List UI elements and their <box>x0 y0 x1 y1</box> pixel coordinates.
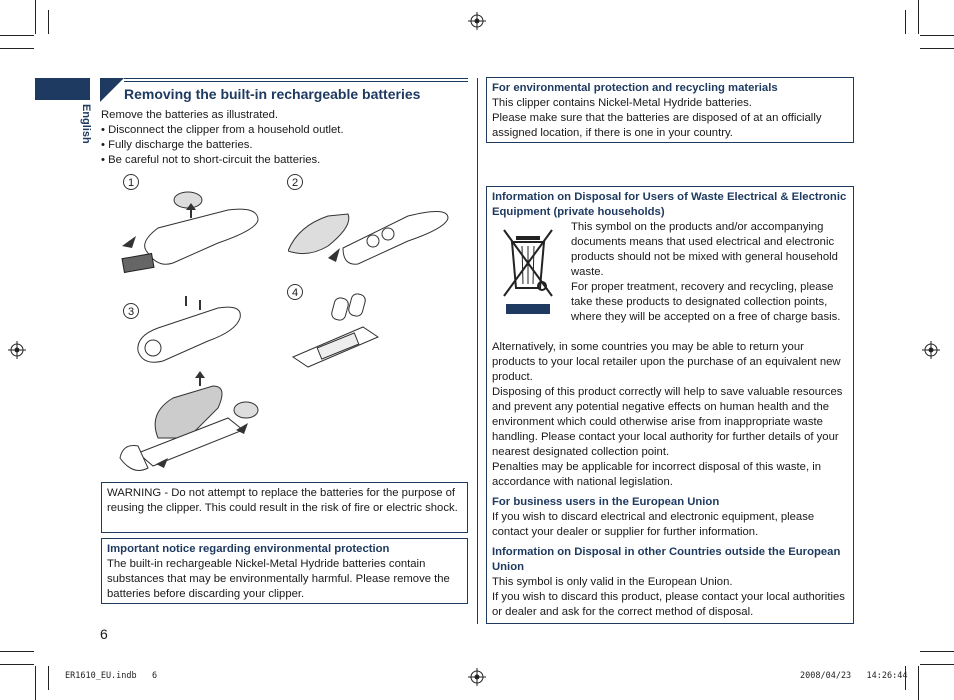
warning-box <box>101 482 468 533</box>
bullet-item: • Be careful not to short-circuit the batteries. <box>101 154 321 166</box>
registration-mark-icon <box>922 341 940 359</box>
warning-text: WARNING - Do not attempt to replace the batteries for the purpose of reusing the clipper. This could result in the risk of fire or electric shock. <box>107 487 458 514</box>
illustration-step-3 <box>128 296 248 371</box>
environment-line: Please make sure that the batteries are disposed of at an officially assigned location, if there is one in your country. <box>492 112 822 139</box>
symbol-text <box>571 220 848 325</box>
step-number: 3 <box>123 303 139 319</box>
step-number: 1 <box>123 174 139 190</box>
crop-mark <box>0 664 34 665</box>
section-title: Removing the built-in rechargeable batteries <box>124 86 421 102</box>
crop-mark <box>920 48 954 49</box>
outside-title: Information on Disposal in other Countries outside the European Union <box>492 546 841 573</box>
illustration-step-1 <box>118 188 263 283</box>
bullet-item: • Fully discharge the batteries. <box>101 139 253 151</box>
crop-mark <box>920 35 954 36</box>
disposal-box <box>486 186 854 624</box>
disposal-paragraph: Disposing of this product correctly will help to save valuable resources and prevent any potential negative effects on human health and the environment which could otherwise arise from inappropriate waste handling. Please contact your local authority for further details of your nearest designated collection point. <box>492 386 843 458</box>
outside-line: This symbol is only valid in the European Union. <box>492 576 733 588</box>
page-number: 6 <box>100 626 108 642</box>
crop-mark <box>920 651 954 652</box>
crop-mark <box>918 666 919 700</box>
intro-text <box>101 108 461 168</box>
crossed-bin-icon <box>500 226 556 316</box>
step-number: 2 <box>287 174 303 190</box>
crop-mark <box>905 10 906 34</box>
crop-mark <box>920 664 954 665</box>
registration-mark-icon <box>468 668 486 686</box>
business-title: For business users in the European Union <box>492 496 720 508</box>
crop-mark <box>35 0 36 34</box>
crop-mark <box>35 666 36 700</box>
crop-mark <box>48 666 49 690</box>
business-text: If you wish to discard electrical and electronic equipment, please contact your dealer or supplier for further information. <box>492 511 815 538</box>
crop-mark <box>0 35 34 36</box>
crop-mark <box>918 0 919 34</box>
notice-box <box>101 538 468 604</box>
disposal-paragraph: Alternatively, in some countries you may be able to return your products to your local retailer upon the purchase of an equivalent new product. <box>492 341 841 383</box>
step-number: 4 <box>287 284 303 300</box>
outside-line: If you wish to discard this product, please contact your local authorities or dealer and ask for the correct method of disposal. <box>492 591 845 618</box>
symbol-paragraph: For proper treatment, recovery and recycling, please take these products to designated collection points, where they will be accepted on a free of charge basis. <box>571 281 841 323</box>
environment-title: For environmental protection and recycling materials <box>492 82 778 94</box>
registration-mark-icon <box>468 12 486 30</box>
illustration-step-4 <box>288 292 388 372</box>
disposal-title: Information on Disposal for Users of Waste Electrical & Electronic Equipment (private households) <box>492 191 847 218</box>
section-tab <box>35 78 90 100</box>
bullet-item: • Disconnect the clipper from a household outlet. <box>101 124 344 136</box>
environment-box <box>486 77 854 143</box>
crop-mark <box>0 651 34 652</box>
registration-mark-icon <box>8 341 26 359</box>
intro-line: Remove the batteries as illustrated. <box>101 109 279 121</box>
crop-mark <box>0 48 34 49</box>
disposal-paragraph: Penalties may be applicable for incorrect disposal of this waste, in accordance with national legislation. <box>492 461 822 488</box>
symbol-paragraph: This symbol on the products and/or accompanying documents means that used electrical and electronic products should not be mixed with general household waste. <box>571 221 838 278</box>
crop-mark <box>48 10 49 34</box>
symbol-block <box>492 220 848 340</box>
footer-datetime: 2008/04/23 14:26:44 <box>800 671 908 681</box>
illustration-step-2 <box>288 196 453 271</box>
footer-file: ER1610_EU.indb 6 <box>65 671 158 681</box>
notice-text: The built-in rechargeable Nickel-Metal Hydride batteries contain substances that may be environmentally harmful. Please remove the batteries before discarding your clipper. <box>107 558 450 600</box>
illustration-step-5 <box>118 368 268 478</box>
environment-line: This clipper contains Nickel-Metal Hydride batteries. <box>492 97 752 109</box>
notice-title: Important notice regarding environmental protection <box>107 543 390 555</box>
language-label: English <box>80 104 92 144</box>
language-tab <box>78 104 92 164</box>
column-divider <box>477 78 478 624</box>
